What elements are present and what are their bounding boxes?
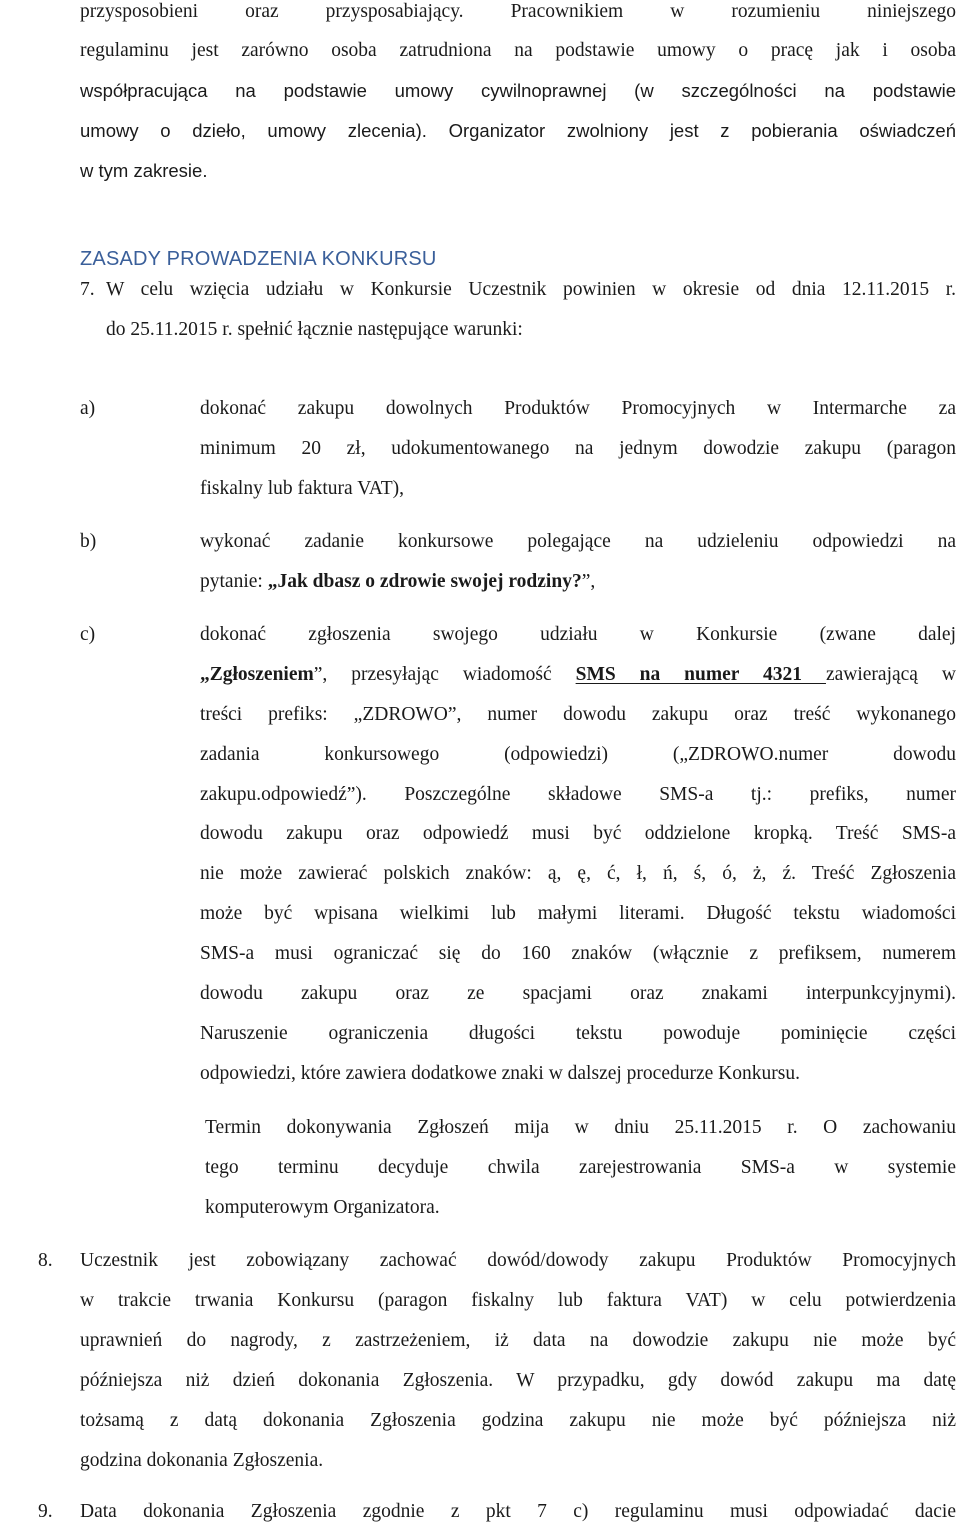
item-a-line: fiskalny lub faktura VAT),: [200, 478, 404, 499]
item-c-line: treści prefiks: „ZDROWO”, numer dowodu zakupu oraz treść wykonanego: [200, 704, 956, 725]
item-c-mid: ”, przesyłając wiadomość: [313, 664, 576, 685]
point-8-number: 8.: [38, 1250, 53, 1271]
deadline-line: tego terminu decyduje chwila zarejestrowania SMS-a w systemie: [205, 1157, 956, 1178]
item-c-line: SMS-a musi ograniczać się do 160 znaków (włącznie z prefiksem, numerem: [200, 943, 956, 964]
intro-line: w tym zakresie.: [80, 160, 208, 181]
point-8-line: Uczestnik jest zobowiązany zachować dowód/dowody zakupu Produktów Promocyjnych: [80, 1250, 956, 1271]
item-c-label: c): [80, 624, 96, 645]
item-b-line: wykonać zadanie konkursowe polegające na udzieleniu odpowiedzi na: [200, 531, 956, 552]
item-c-sms-line: [200, 664, 956, 686]
item-c-line: dokonać zgłoszenia swojego udziału w Konkursie (zwane dalej: [200, 624, 956, 645]
intro-line: umowy o dzieło, umowy zlecenia). Organizator zwolniony jest z pobierania oświadczeń: [80, 120, 956, 141]
item-c-line: nie może zawierać polskich znaków: ą, ę, ć, ł, ń, ś, ó, ż, ź. Treść Zgłoszenia: [200, 863, 956, 884]
item-c-line: zadania konkursowego (odpowiedzi) („ZDROWO.numer dowodu: [200, 744, 956, 765]
item-c-line: dowodu zakupu oraz odpowiedź musi być oddzielone kropką. Treść SMS-a: [200, 823, 956, 844]
point-8-line: tożsamą z datą dokonania Zgłoszenia godzina zakupu nie może być późniejsza niż: [80, 1410, 956, 1431]
point-8-line: uprawnień do nagrody, z zastrzeżeniem, iż data na dowodzie zakupu nie może być: [80, 1330, 956, 1351]
section-heading: ZASADY PROWADZENIA KONKURSU: [80, 248, 437, 270]
point-9-number: 9.: [38, 1501, 53, 1522]
point-8-line: późniejsza niż dzień dokonania Zgłoszenia. W przypadku, gdy dowód zakupu ma datę: [80, 1370, 956, 1391]
deadline-line: Termin dokonywania Zgłoszeń mija w dniu 25.11.2015 r. O zachowaniu: [205, 1117, 956, 1138]
item-a-line: dokonać zakupu dowolnych Produktów Promocyjnych w Intermarche za: [200, 398, 956, 419]
point-8-line: w trakcie trwania Konkursu (paragon fiskalny lub faktura VAT) w celu potwierdzenia: [80, 1290, 956, 1311]
intro-line: współpracująca na podstawie umowy cywilnoprawnej (w szczególności na podstawie: [80, 80, 956, 101]
item-c-line: odpowiedzi, które zawiera dodatkowe znaki w dalszej procedurze Konkursu.: [200, 1063, 800, 1084]
intro-line: przysposobieni oraz przysposabiający. Pracownikiem w rozumieniu niniejszego: [80, 1, 956, 22]
point-9-line: Data dokonania Zgłoszenia zgodnie z pkt 7 c) regulaminu musi odpowiadać dacie: [80, 1501, 956, 1522]
item-c-line: zakupu.odpowiedź”). Poszczególne składowe SMS-a tj.: prefiks, numer: [200, 784, 956, 805]
point-7-line: do 25.11.2015 r. spełnić łącznie następujące warunki:: [106, 319, 523, 340]
item-c-end: zawierającą w: [825, 664, 956, 685]
item-a-line: minimum 20 zł, udokumentowanego na jednym dowodzie zakupu (paragon: [200, 438, 956, 459]
item-b-prefix: pytanie:: [200, 571, 268, 592]
item-a-label: a): [80, 398, 96, 419]
sms-number: SMS na numer 4321: [575, 664, 826, 685]
point-7-number: 7.: [80, 279, 95, 300]
item-b-suffix: ”,: [581, 571, 596, 592]
point-8-line: godzina dokonania Zgłoszenia.: [80, 1450, 324, 1471]
item-c-line: Naruszenie ograniczenia długości tekstu powoduje pominięcie części: [200, 1023, 956, 1044]
item-b-label: b): [80, 531, 97, 552]
entry-term: „Zgłoszeniem: [200, 664, 314, 685]
item-c-line: dowodu zakupu oraz ze spacjami oraz znakami interpunkcyjnymi).: [200, 983, 956, 1004]
point-7-line: W celu wzięcia udziału w Konkursie Uczestnik powinien w okresie od dnia 12.11.2015 r.: [106, 279, 956, 300]
contest-question: „Jak dbasz o zdrowie swojej rodziny?: [267, 571, 582, 592]
deadline-line: komputerowym Organizatora.: [205, 1197, 440, 1218]
item-b-question-line: [200, 571, 595, 593]
intro-line: regulaminu jest zarówno osoba zatrudniona na podstawie umowy o pracę jak i osoba: [80, 40, 956, 61]
item-c-line: może być wpisana wielkimi lub małymi literami. Długość tekstu wiadomości: [200, 903, 956, 924]
